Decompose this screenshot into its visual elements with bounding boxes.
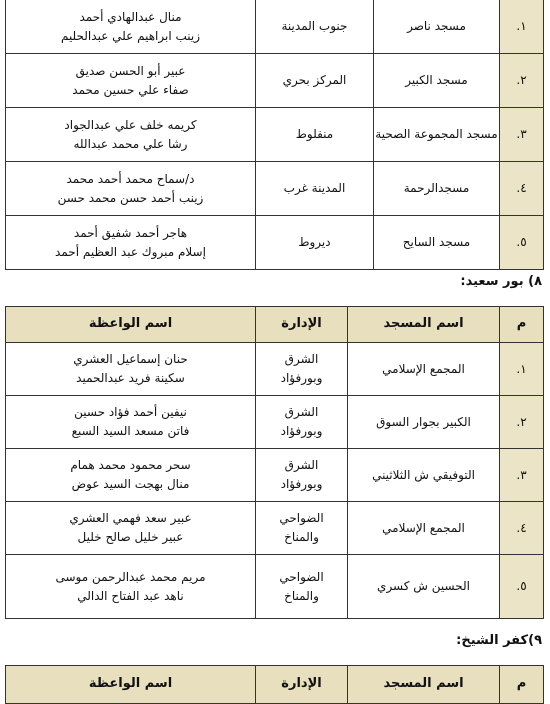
column-header-mosque: اسم المسجد [348, 666, 500, 704]
administration-line: الشرق [284, 405, 319, 420]
preacher-names [6, 555, 256, 619]
administration [256, 555, 348, 619]
table-row [6, 216, 544, 270]
row-number: ١. [500, 0, 544, 54]
preacher-name: هاجر أحمد شفيق أحمد [73, 225, 188, 240]
preacher-name: منال عبدالهادي أحمد [79, 9, 182, 24]
administration-line: وبورفؤاد [280, 424, 323, 438]
preacher-name: منال بهجت السيد عوض [71, 477, 190, 491]
mosque-name: الكبير بجوار السوق [348, 396, 500, 449]
table-row [6, 343, 544, 396]
preacher-name: سكينة فريد عبدالحميد [76, 371, 185, 385]
preacher-names [6, 449, 256, 502]
preacher-name: إسلام مبروك عبد العظيم أحمد [55, 244, 206, 259]
preacher-names [6, 396, 256, 449]
preacher-name: رشا علي محمد عبدالله [73, 136, 188, 151]
table-row [6, 0, 544, 54]
column-header-preacher: اسم الواعظة [6, 307, 256, 343]
preacher-names [6, 502, 256, 555]
administration [256, 502, 348, 555]
administration: المركز بحري [256, 54, 374, 108]
row-number: ٥. [500, 555, 544, 619]
preacher-name: كريمه خلف علي عبدالجواد [64, 117, 197, 132]
row-number: ١. [500, 343, 544, 396]
administration: المدينة غرب [256, 162, 374, 216]
preacher-names [6, 162, 256, 216]
mosque-name: مسجد الكبير [374, 54, 500, 108]
column-header-preacher: اسم الواعظة [6, 666, 256, 704]
table-row [6, 449, 544, 502]
table-row [6, 502, 544, 555]
row-number: ٢. [500, 54, 544, 108]
mosque-name: المجمع الإسلامي [348, 343, 500, 396]
port-said-preachers-table [5, 306, 544, 619]
administration [256, 449, 348, 502]
preacher-name: فاتن مسعد السيد السبع [71, 424, 190, 438]
table-row [6, 108, 544, 162]
row-number: ٤. [500, 502, 544, 555]
preacher-name: مريم محمد عبدالرحمن موسى [55, 569, 206, 584]
preacher-names [6, 0, 256, 54]
table-row [6, 162, 544, 216]
administration [256, 343, 348, 396]
column-header-administration: الإدارة [256, 307, 348, 343]
preacher-names [6, 108, 256, 162]
column-header-mosque: اسم المسجد [348, 307, 500, 343]
table-row [6, 555, 544, 619]
administration: جنوب المدينة [256, 0, 374, 54]
mosque-name: التوفيقي ش الثلاثيني [348, 449, 500, 502]
preacher-names [6, 54, 256, 108]
section-title: كفر الشيخ: [456, 633, 529, 648]
administration-line: والمناخ [284, 530, 319, 544]
row-number: ٣. [500, 449, 544, 502]
administration-line: الضواحي [279, 511, 324, 526]
preacher-name: عبير أبو الحسن صديق [75, 63, 186, 78]
preacher-name: عبير خليل صالح خليل [77, 530, 184, 544]
preacher-name: عبير سعد فهمي العشري [69, 511, 192, 526]
administration: منفلوط [256, 108, 374, 162]
preacher-name: حنان إسماعيل العشري [73, 352, 188, 367]
section-heading-kafr-el-sheikh [456, 633, 542, 648]
administration [256, 396, 348, 449]
mosque-name: الحسين ش كسري [348, 555, 500, 619]
preacher-name: نيفين أحمد فؤاد حسين [74, 405, 187, 420]
row-number: ٣. [500, 108, 544, 162]
row-number: ٤. [500, 162, 544, 216]
table-header-row [6, 307, 544, 343]
administration-line: وبورفؤاد [280, 477, 323, 491]
preacher-name: زينب ابراهيم علي عبدالحليم [60, 28, 201, 43]
table-header-row [6, 666, 544, 704]
mosque-name: مسجد المجموعة الصحية [374, 108, 500, 162]
preacher-names [6, 343, 256, 396]
preacher-name: زينب أحمد حسن محمد حسن [57, 190, 204, 205]
preacher-names [6, 216, 256, 270]
section-number: ٨) [528, 274, 542, 289]
administration-line: الشرق [284, 352, 319, 367]
column-header-number: م [500, 666, 544, 704]
preacher-name: د/سماح محمد أحمد محمد [66, 171, 195, 186]
table-row [6, 396, 544, 449]
preacher-name: سحر محمود محمد همام [70, 458, 191, 473]
mosque-name: مسجدالرحمة [374, 162, 500, 216]
administration-line: الضواحي [279, 569, 324, 584]
mosque-name: المجمع الإسلامي [348, 502, 500, 555]
row-number: ٢. [500, 396, 544, 449]
administration-line: والمناخ [284, 588, 319, 603]
mosque-name: مسجد ناصر [374, 0, 500, 54]
section-number: ٩) [528, 633, 542, 648]
mosque-name: مسجد السايح [374, 216, 500, 270]
table-row [6, 54, 544, 108]
section-title: بور سعيد: [460, 274, 524, 289]
kafr-el-sheikh-preachers-table [5, 665, 544, 704]
preacher-name: صفاء علي حسين محمد [72, 82, 189, 97]
column-header-number: م [500, 307, 544, 343]
administration-line: الشرق [284, 458, 319, 473]
administration-line: وبورفؤاد [280, 371, 323, 385]
assiut-preachers-table [5, 0, 544, 270]
column-header-administration: الإدارة [256, 666, 348, 704]
row-number: ٥. [500, 216, 544, 270]
administration: ديروط [256, 216, 374, 270]
section-heading-port-said [460, 274, 542, 289]
preacher-name: ناهد عبد الفتاح الدالي [77, 588, 184, 603]
